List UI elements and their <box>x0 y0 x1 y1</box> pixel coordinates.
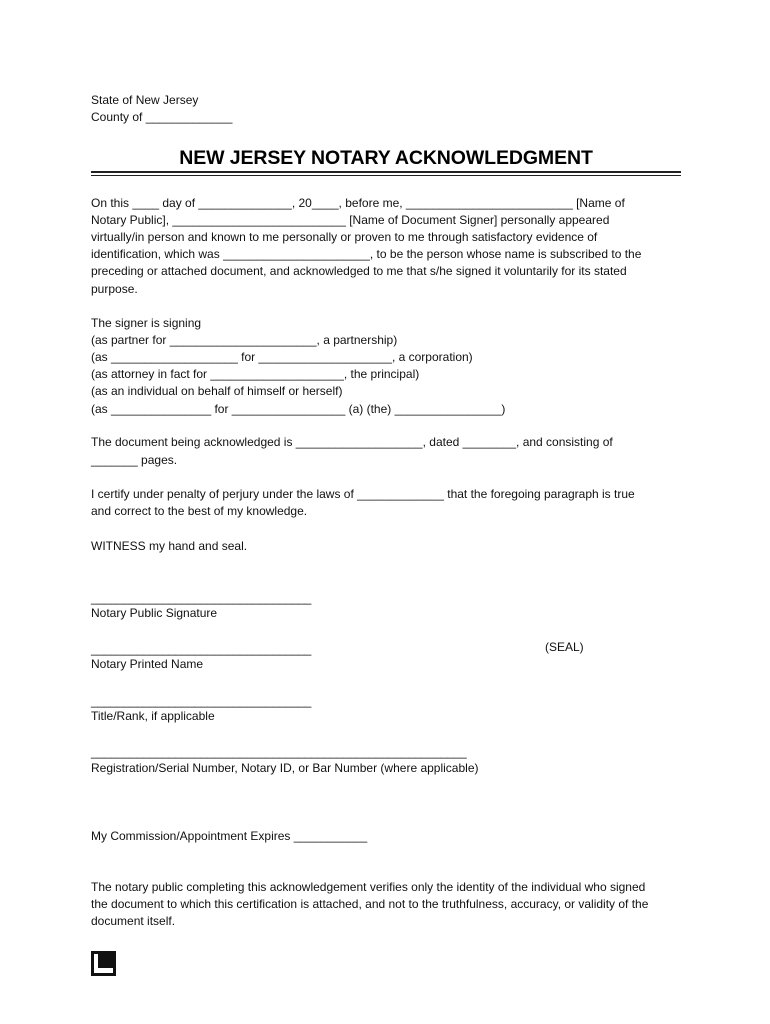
capacity-line: (as partner for ______________________, a partnership) <box>91 333 398 347</box>
intro-line: identification, which was ______________________, to be the person whose name is subscribed to the <box>91 247 642 261</box>
title-rank-line: __________________________________ <box>91 694 312 708</box>
commission-expires-line: My Commission/Appointment Expires ___________ <box>91 829 368 843</box>
document-line: _______ pages. <box>91 453 178 467</box>
notary-printed-name-label: Notary Printed Name <box>91 657 204 671</box>
disclaimer-line: document itself. <box>91 914 176 928</box>
certify-line: and correct to the best of my knowledge. <box>91 504 308 518</box>
notary-signature-line: __________________________________ <box>91 591 312 605</box>
notary-printed-name-line: __________________________________ <box>91 642 312 656</box>
intro-line: purpose. <box>91 282 138 296</box>
intro-line: virtually/in person and known to me personally or proven to me through satisfactory evidence of <box>91 230 598 244</box>
capacity-line: (as ___________________ for ____________________, a corporation) <box>91 350 473 364</box>
intro-line: On this ____ day of ______________, 20____, before me, _________________________ [Name of <box>91 196 625 210</box>
registration-label: Registration/Serial Number, Notary ID, or Bar Number (where applicable) <box>91 761 479 775</box>
document-line: The document being acknowledged is ___________________, dated ________, and consisting of <box>91 435 613 449</box>
intro-line: preceding or attached document, and acknowledged to me that s/he signed it voluntarily for its stated <box>91 264 627 278</box>
capacity-line: (as _______________ for _________________ (a) (the) ________________) <box>91 402 506 416</box>
witness-line: WITNESS my hand and seal. <box>91 539 248 553</box>
notary-signature-label: Notary Public Signature <box>91 606 218 620</box>
county-line: County of _____________ <box>91 110 233 124</box>
capacity-line: (as attorney in fact for ____________________, the principal) <box>91 367 420 381</box>
document-title: NEW JERSEY NOTARY ACKNOWLEDGMENT <box>179 147 593 169</box>
legal-templates-logo-icon <box>91 951 116 976</box>
intro-line: Notary Public], __________________________ [Name of Document Signer] personally appeared <box>91 213 610 227</box>
title-rule-thin <box>91 175 681 176</box>
certify-line: I certify under penalty of perjury under the laws of _____________ that the foregoing paragraph is true <box>91 487 635 501</box>
state-line: State of New Jersey <box>91 93 199 107</box>
capacity-line: (as an individual on behalf of himself or herself) <box>91 384 343 398</box>
title-rule-thick <box>91 171 681 173</box>
title-rank-label: Title/Rank, if applicable <box>91 709 215 723</box>
disclaimer-line: The notary public completing this acknowledgement verifies only the identity of the individual who signed <box>91 880 646 894</box>
disclaimer-line: the document to which this certification is attached, and not to the truthfulness, accuracy, or validity of the <box>91 897 649 911</box>
capacity-line: The signer is signing <box>91 316 202 330</box>
seal-label: (SEAL) <box>545 640 584 654</box>
registration-line: __________________________________________________________ <box>91 745 467 759</box>
